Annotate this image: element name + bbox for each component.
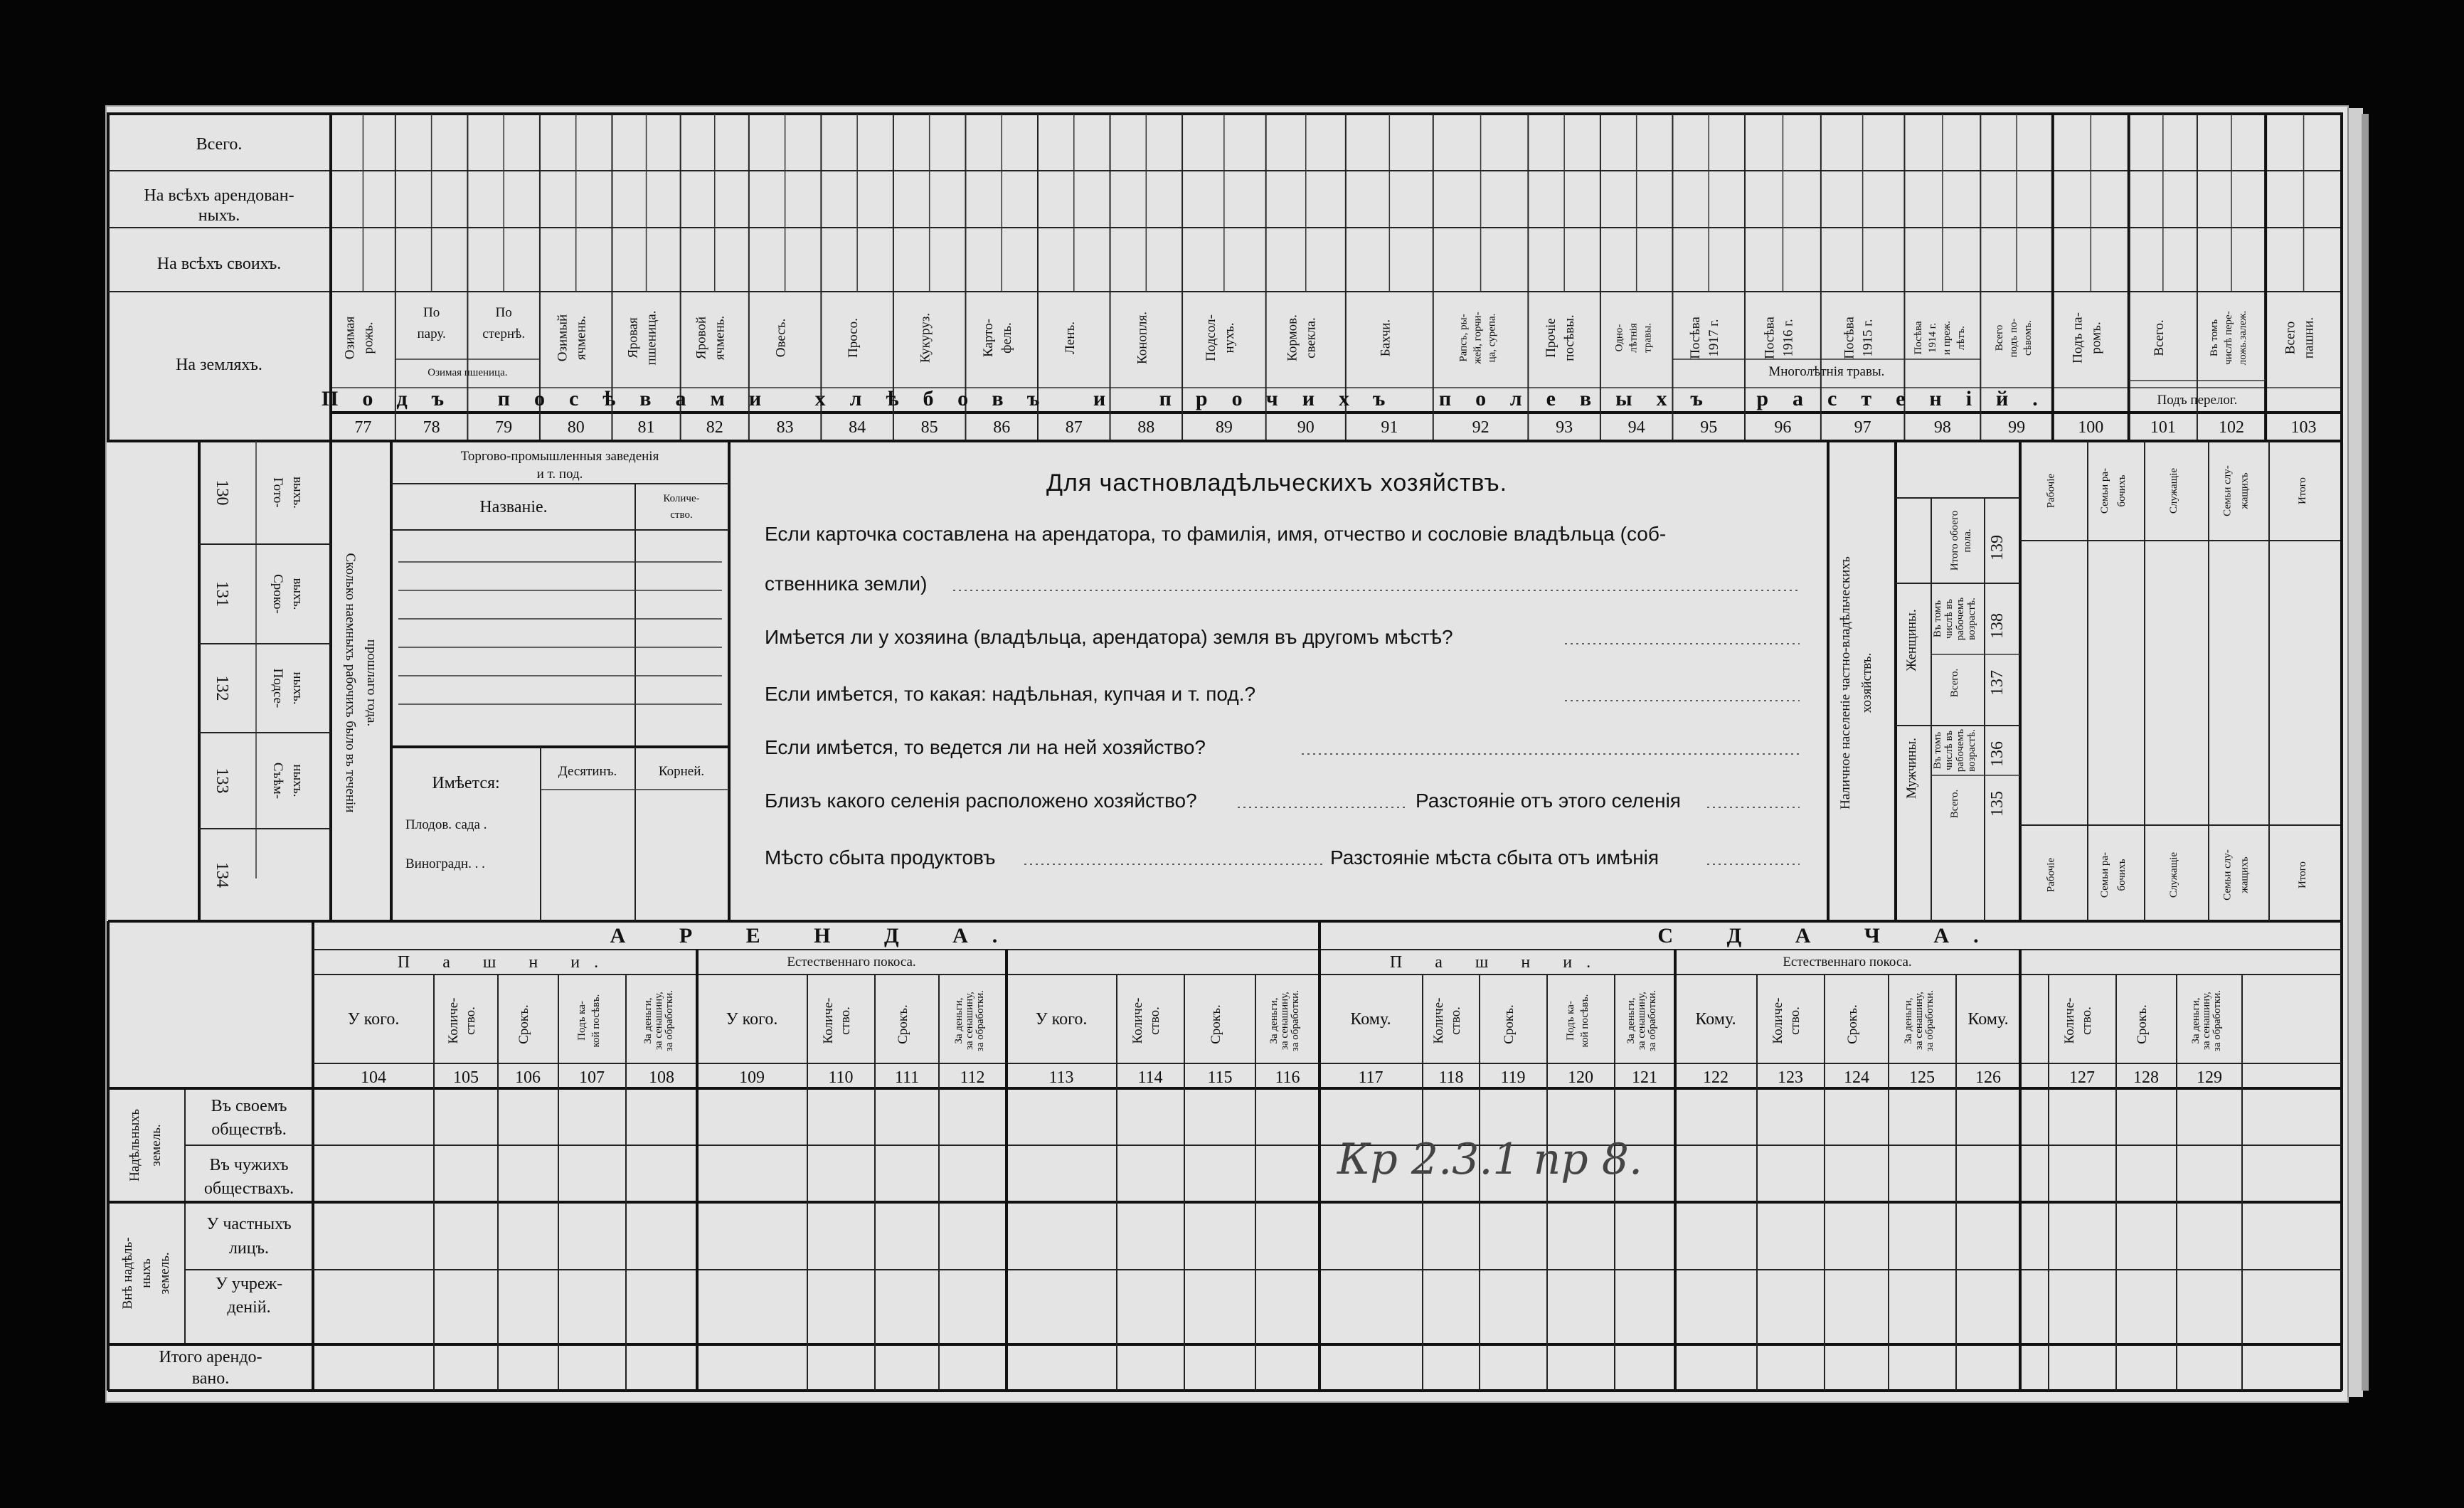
crops-banner: Подъ посѣвами хлѣбовъ и прочихъ полевыхъ растеній.	[322, 387, 2062, 410]
crop-header: лѣтнія	[1627, 323, 1640, 353]
population-number: 138	[1988, 613, 2007, 639]
term-header: Срокъ.	[1845, 1004, 1860, 1044]
column-number: 129	[2197, 1068, 2222, 1087]
population-category-bottom: Итого	[2297, 861, 2308, 888]
column-number: 103	[2290, 418, 2317, 437]
qty-header: Количе-	[1770, 997, 1785, 1044]
population-category: Служащіе	[2168, 467, 2179, 514]
handwritten-note: Кр 2.3.1 пр 8.	[1337, 1135, 1643, 1184]
haymaking-number: 131	[213, 581, 231, 607]
lease-hay-header: Естественнаго покоса.	[787, 955, 916, 970]
column-number: 111	[894, 1068, 920, 1087]
haymaking-label: Сроко-	[270, 574, 285, 614]
column-number: 118	[1438, 1068, 1464, 1087]
qty-header: Количе-	[1130, 997, 1145, 1044]
population-number: 139	[1988, 535, 2007, 561]
qty-header: ство.	[1448, 1007, 1463, 1035]
column-number: 104	[361, 1068, 386, 1087]
sublease-hay-header: Естественнаго покоса.	[1783, 955, 1912, 970]
dessiatin-header: Десятинъ.	[558, 764, 617, 779]
payment-header: за сенашину,	[1636, 992, 1647, 1050]
column-number: 117	[1358, 1068, 1384, 1087]
private-question: Разстояніе отъ этого селенія	[1416, 790, 1681, 812]
private-heading: Для частновладѣльческихъ хозяйствъ.	[1046, 469, 1508, 497]
column-number: 98	[1933, 418, 1951, 437]
total-leased-label: Итого арендо-	[159, 1348, 262, 1366]
lease-plough-header: П а ш н и.	[397, 953, 613, 972]
haymaking-number: 130	[213, 479, 231, 506]
women-workers-label: числѣ въ	[1943, 598, 1955, 639]
qty-header: Количе-	[821, 997, 836, 1044]
crop-header: нухъ.	[1221, 322, 1237, 354]
crop-header: Конопля.	[1135, 311, 1150, 365]
payment-header: за обработки.	[1647, 989, 1658, 1052]
term-header: Срокъ.	[896, 1004, 910, 1044]
column-number: 127	[2069, 1068, 2095, 1087]
payment-header: за сенашину,	[1279, 992, 1290, 1050]
crop-header: Подъ па-	[2070, 312, 2086, 363]
qty-header: ство.	[1147, 1007, 1162, 1035]
both-sexes-label: пола.	[1962, 529, 1973, 553]
total-leased-label: вано.	[191, 1369, 230, 1388]
crop-header: Яровая	[625, 317, 641, 359]
column-number: 87	[1065, 418, 1083, 437]
row-label-on-lands: На земляхъ.	[176, 356, 262, 374]
private-persons-label: лицъ.	[228, 1239, 270, 1258]
women-label: Женщины.	[1904, 609, 1919, 671]
men-workers-label: рабочемъ	[1955, 728, 1966, 772]
column-number: 102	[2219, 418, 2245, 437]
men-workers-label: Въ томъ	[1932, 731, 1943, 770]
to-whom-header: Кому.	[1695, 1010, 1736, 1029]
payment-header: За деньги,	[1903, 997, 1914, 1044]
qty-header: ство.	[463, 1007, 478, 1035]
population-category-bottom: Служащіе	[2168, 851, 2179, 898]
from-whom-header: У кого.	[347, 1010, 400, 1029]
payment-header: За деньги,	[2190, 997, 2202, 1044]
qty-header: ство.	[1788, 1007, 1802, 1035]
crop-header: Всего	[1994, 324, 2006, 351]
private-persons-label: У частныхъ	[206, 1215, 292, 1233]
population-category-bottom: жащихъ	[2239, 856, 2251, 893]
from-whom-header: У кого.	[726, 1010, 778, 1029]
crop-header: 1916 г.	[1780, 319, 1796, 357]
men-total-label: Всего.	[1949, 789, 1960, 819]
private-question: Если имѣется, то какая: надѣльная, купчая и т. под.?	[765, 683, 1256, 705]
column-number: 85	[920, 418, 938, 437]
crop-header: лѣтъ.	[1955, 326, 1967, 350]
population-number: 137	[1988, 670, 2007, 696]
private-question: Близъ какого селенія расположено хозяйство?	[765, 790, 1197, 812]
crop-header: Рапсъ, ры-	[1457, 314, 1470, 362]
population-category: Итого	[2297, 477, 2308, 504]
crop-header: посѣвы.	[1562, 314, 1578, 361]
private-question: Мѣсто сбыта продуктовъ	[765, 846, 996, 869]
haymaking-number: 132	[213, 675, 231, 701]
column-number: 122	[1703, 1068, 1728, 1087]
population-category: Семьи слу-	[2221, 465, 2234, 516]
column-number: 93	[1556, 418, 1573, 437]
crop-header: 1915 г.	[1860, 319, 1876, 357]
row-label-leased: На всѣхъ арендован-	[144, 186, 294, 205]
column-number: 100	[2078, 418, 2104, 437]
column-number: 108	[649, 1068, 674, 1087]
payment-header: за обработки.	[2211, 989, 2223, 1052]
crop-header: свекла.	[1303, 317, 1319, 359]
crop-header: Посѣва	[1912, 321, 1924, 355]
column-number: 92	[1472, 418, 1489, 437]
trade-title: Торгово-промышленныя заведенія	[460, 449, 659, 464]
column-number: 77	[354, 418, 372, 437]
haymaking-label: Подсе-	[270, 668, 285, 708]
lease-title: А Р Е Н Д А.	[610, 924, 1022, 947]
crop-header: фель.	[999, 322, 1015, 354]
crop-header: рожь.	[361, 322, 376, 354]
payment-header: За деньги,	[1625, 997, 1637, 1044]
column-number: 120	[1568, 1068, 1593, 1087]
hired-workers-label: Сколько наемныхъ рабочихъ было въ теченіи	[343, 553, 358, 813]
crop-header: 1914 г.	[1926, 323, 1938, 353]
payment-header: За деньги,	[1268, 997, 1280, 1044]
non-nadel-label: земель.	[157, 1252, 172, 1295]
crop-under-header: Подъ ка-	[576, 1001, 588, 1041]
crop-header: Одно-	[1613, 324, 1625, 352]
crop-header: Всего.	[2151, 319, 2167, 356]
column-number: 88	[1137, 418, 1155, 437]
payment-header: за сенашину,	[653, 992, 664, 1050]
trade-has-label: Имѣется:	[432, 774, 500, 792]
column-number: 95	[1700, 418, 1718, 437]
middle-section	[108, 441, 2342, 921]
trade-name-header: Названіе.	[479, 498, 548, 516]
from-whom-header: У кого.	[1035, 1010, 1088, 1029]
column-number: 101	[2150, 418, 2176, 437]
column-number: 80	[567, 418, 585, 437]
column-number: 99	[2008, 418, 2026, 437]
private-question: Разстояніе мѣста сбыта отъ имѣнія	[1330, 846, 1660, 869]
payment-header: За деньги,	[953, 997, 965, 1044]
crop-header: Кормов.	[1285, 314, 1300, 361]
population-category-bottom: Рабочіе	[2045, 857, 2057, 893]
column-number: 126	[1975, 1068, 2001, 1087]
roots-header: Корней.	[658, 764, 705, 779]
column-number: 121	[1632, 1068, 1657, 1087]
term-header: Срокъ.	[1502, 1004, 1517, 1044]
institutions-label: деній.	[227, 1298, 271, 1317]
orchards-label: Плодов. сада .	[405, 817, 487, 832]
crop-header: Ленъ.	[1062, 322, 1078, 354]
crop-header: ложь.залеж.	[2237, 310, 2249, 366]
column-number: 82	[706, 418, 723, 437]
payment-header: за обработки.	[1290, 989, 1301, 1052]
population-category: Семьи ра-	[2099, 467, 2110, 514]
wheat-group-label: Озимая пшеница.	[428, 367, 508, 378]
haymaking-label: Гото-	[270, 477, 285, 508]
men-workers-label: возрастѣ.	[1966, 729, 1977, 772]
crop-header: Прочіе	[1544, 318, 1559, 358]
column-number: 124	[1844, 1068, 1869, 1087]
term-header: Срокъ.	[2135, 1004, 2150, 1044]
crop-header: пару.	[417, 326, 446, 341]
column-number: 109	[739, 1068, 765, 1087]
column-number: 94	[1627, 418, 1645, 437]
crop-header: пашни.	[2301, 317, 2317, 359]
non-nadel-label: Внѣ надѣль-	[120, 1237, 135, 1310]
crop-header: жей, горчи-	[1472, 312, 1484, 364]
crop-header: Всего	[2283, 321, 2298, 355]
haymaking-label: выхъ.	[290, 578, 305, 610]
crop-header: Посѣва	[1762, 317, 1778, 359]
to-whom-header: Кому.	[1350, 1010, 1391, 1029]
own-community-label: Въ своемъ	[211, 1097, 287, 1115]
column-number: 106	[515, 1068, 541, 1087]
crop-header: Посѣва	[1688, 317, 1704, 359]
payment-header: За деньги,	[642, 997, 654, 1044]
column-number: 105	[453, 1068, 479, 1087]
lease-table	[108, 114, 2342, 1391]
term-header: Срокъ.	[1209, 1004, 1223, 1044]
other-community-label: обществахъ.	[203, 1179, 294, 1198]
crop-header: травы.	[1642, 323, 1654, 353]
private-question: Если имѣется, то ведется ли на ней хозяйство?	[765, 736, 1206, 758]
population-number: 135	[1988, 791, 2007, 817]
column-number: 79	[495, 418, 513, 437]
nadel-label: земель.	[149, 1124, 164, 1167]
crop-header: ячмень.	[573, 315, 589, 361]
private-question: Имѣется ли у хозяина (владѣльца, арендатора) земля въ другомъ мѣстѣ?	[765, 626, 1453, 648]
crop-header: Озимая	[342, 316, 358, 360]
both-sexes-label: Итого обоего	[1949, 510, 1960, 571]
crop-header: Кукуруз.	[918, 312, 933, 363]
institutions-label: У учреж-	[215, 1275, 283, 1293]
column-number: 114	[1137, 1068, 1163, 1087]
crop-header: По	[495, 305, 512, 320]
column-number: 110	[828, 1068, 854, 1087]
column-number: 112	[960, 1068, 985, 1087]
crop-header: По	[423, 305, 440, 320]
population-category: бочихъ	[2116, 474, 2128, 507]
column-number: 97	[1854, 418, 1871, 437]
crop-header: ца, сурепа.	[1486, 313, 1498, 363]
women-workers-label: возрастѣ.	[1966, 598, 1977, 640]
vineyards-label: Виноградн. . .	[405, 856, 485, 871]
crop-under-header: Подъ ка-	[1565, 1001, 1576, 1041]
column-number: 113	[1048, 1068, 1074, 1087]
crop-header: Озимый	[555, 314, 570, 362]
crop-header: Яровой	[694, 316, 709, 360]
trade-qty-header: Количе-	[663, 493, 700, 504]
haymaking-number: 134	[213, 862, 231, 888]
qty-header: Количе-	[2062, 997, 2077, 1044]
column-number: 91	[1381, 418, 1398, 437]
column-number: 125	[1909, 1068, 1935, 1087]
men-workers-label: числѣ въ	[1943, 730, 1955, 771]
private-question: ственника земли)	[765, 573, 928, 595]
crop-header: 1917 г.	[1706, 319, 1722, 357]
population-category-bottom: Семьи ра-	[2099, 851, 2110, 898]
row-label-total: Всего.	[196, 135, 243, 154]
payment-header: за сенашину,	[964, 992, 975, 1050]
column-number: 123	[1778, 1068, 1803, 1087]
qty-header: ство.	[2079, 1007, 2094, 1035]
population-category: Рабочіе	[2045, 473, 2057, 509]
haymaking-label: ныхъ.	[290, 764, 305, 797]
men-label: Мужчины.	[1904, 738, 1919, 799]
row-label-leased-cont: ныхъ.	[198, 206, 240, 225]
population-category-bottom: бочихъ	[2116, 859, 2128, 891]
population-category: жащихъ	[2239, 472, 2251, 509]
haymaking-label: выхъ.	[290, 476, 305, 509]
payment-header: за обработки.	[664, 989, 675, 1052]
crop-header: сѣвомъ.	[2022, 320, 2034, 356]
sublease-plough-header: П а ш н и.	[1389, 953, 1605, 972]
crop-header: стернѣ.	[482, 326, 526, 341]
column-number: 96	[1774, 418, 1792, 437]
hired-workers-label: прошлаго года.	[364, 639, 379, 727]
crop-header: числѣ пере-	[2223, 311, 2235, 365]
haymaking-number: 133	[213, 768, 231, 794]
column-number: 86	[993, 418, 1011, 437]
qty-header: ство.	[838, 1007, 853, 1035]
haymaking-label: Съѣм-	[270, 762, 285, 800]
payment-header: за сенашину,	[1913, 992, 1925, 1050]
crop-header: Овесъ.	[773, 318, 789, 358]
crop-under-header: кой посѣвъ.	[1579, 994, 1591, 1048]
column-number: 90	[1297, 418, 1315, 437]
population-category-bottom: Семьи слу-	[2221, 849, 2234, 901]
trade-title: и т. под.	[536, 467, 583, 482]
column-number: 128	[2133, 1068, 2159, 1087]
crop-header: Бахчи.	[1378, 319, 1393, 357]
column-number: 84	[849, 418, 866, 437]
women-total-label: Всего.	[1949, 668, 1960, 698]
crop-header: Посѣва	[1842, 317, 1857, 359]
women-workers-label: Въ томъ	[1932, 600, 1943, 638]
crops-table	[108, 114, 2342, 441]
payment-header: за обработки.	[975, 989, 986, 1052]
payment-header: за обработки.	[1924, 989, 1935, 1052]
column-number: 81	[637, 418, 655, 437]
row-label-own: На всѣхъ своихъ.	[156, 255, 282, 273]
column-number: 78	[423, 418, 440, 437]
crop-header: Просо.	[846, 318, 861, 358]
column-number: 119	[1500, 1068, 1526, 1087]
column-number: 83	[776, 418, 794, 437]
payment-header: за сенашину,	[2201, 992, 2212, 1050]
non-nadel-label: ныхъ	[139, 1258, 154, 1288]
qty-header: Количе-	[446, 997, 461, 1044]
column-number: 107	[579, 1068, 605, 1087]
crop-header: Карто-	[981, 319, 997, 357]
private-question: Если карточка составлена на арендатора, то фамилія, имя, отчество и сословіе владѣльца (соб-	[765, 523, 1667, 545]
own-community-label: обществѣ.	[211, 1120, 287, 1139]
crop-header: Подсол-	[1203, 314, 1218, 361]
population-number: 136	[1988, 741, 2007, 767]
qty-header: Количе-	[1431, 997, 1446, 1044]
other-community-label: Въ чужихъ	[209, 1156, 289, 1174]
column-number: 89	[1215, 418, 1233, 437]
sublease-title: С Д А Ч А.	[1657, 924, 2003, 947]
haymaking-label: ныхъ.	[290, 671, 305, 705]
trade-qty-header: ство.	[670, 509, 693, 521]
crop-header: Въ томъ	[2209, 319, 2221, 357]
column-number: 116	[1275, 1068, 1300, 1087]
term-header: Срокъ.	[516, 1004, 531, 1044]
nadel-label: Надѣльныхъ	[127, 1109, 142, 1182]
crop-header: ромъ.	[2088, 322, 2104, 354]
crop-under-header: кой посѣвъ.	[590, 994, 602, 1048]
crop-header: пшеница.	[644, 310, 659, 366]
perennial-group-label: Многолѣтнія травы.	[1768, 364, 1885, 379]
fallow-group-label: Подъ перелог.	[2157, 393, 2238, 408]
population-title: хозяйствъ.	[1859, 652, 1874, 713]
women-workers-label: рабочемъ	[1955, 597, 1966, 641]
population-title: Наличное населеніе частно-владѣльческихъ	[1838, 556, 1853, 809]
crop-header: и преж.	[1940, 320, 1953, 356]
crop-header: подъ по-	[2008, 318, 2020, 358]
crop-header: ячмень.	[712, 315, 728, 361]
to-whom-header: Кому.	[1968, 1010, 2009, 1029]
column-number: 115	[1207, 1068, 1233, 1087]
